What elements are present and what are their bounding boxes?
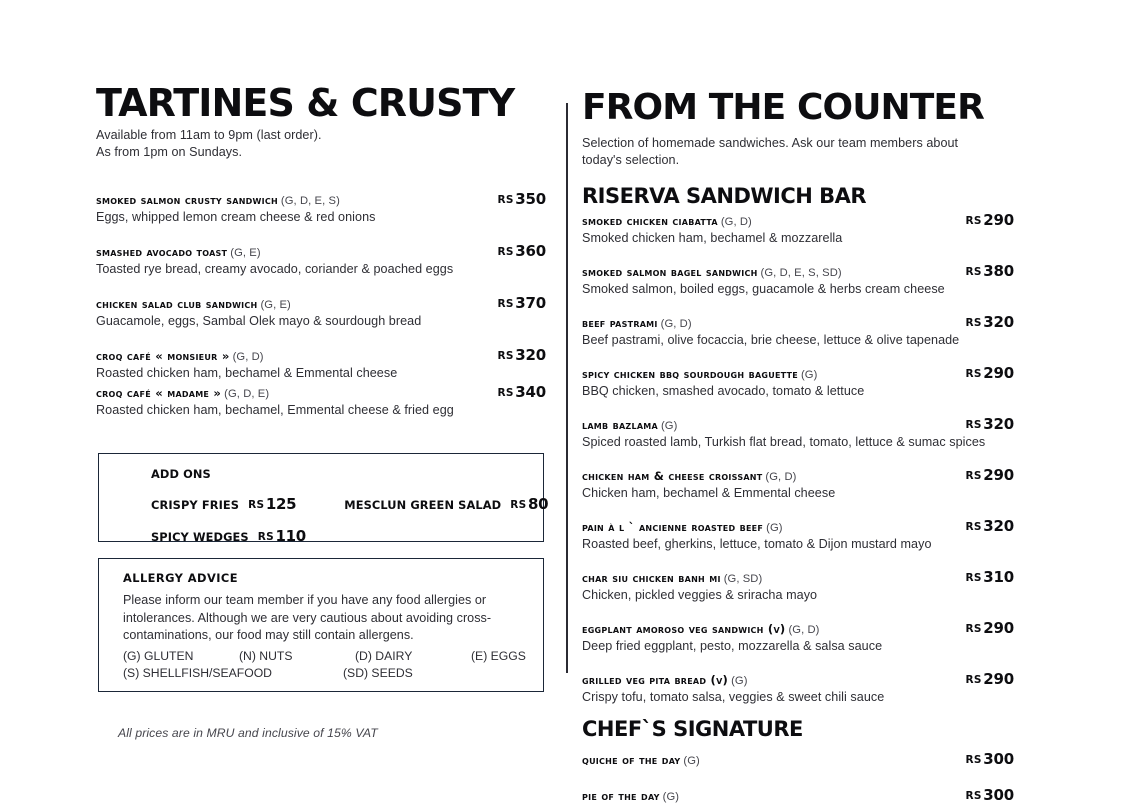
- add-on-item: [151, 495, 296, 513]
- item-price: RS 290: [965, 363, 1014, 382]
- menu-item-header: [96, 383, 546, 401]
- item-name: pain à l ` ancienne roasted beef (G): [582, 519, 783, 534]
- add-ons-rows: [151, 495, 549, 545]
- item-price: RS 380: [965, 261, 1014, 280]
- currency-label: RS: [965, 789, 982, 802]
- item-description: Smoked chicken ham, bechamel & mozzarella: [582, 230, 843, 245]
- menu-item-header: [96, 190, 546, 208]
- right-selection-note: [582, 135, 1014, 170]
- item-price: RS 320: [497, 345, 546, 364]
- allergy-advice-box: [98, 558, 544, 692]
- allergen-legend-entry: (N) NUTS: [239, 648, 293, 663]
- item-name: quiche of the day (G): [582, 752, 700, 767]
- item-description: Guacamole, eggs, Sambal Olek mayo & sourdough bread: [96, 313, 422, 328]
- currency-label: RS: [248, 499, 265, 511]
- menu-item: [582, 211, 1014, 246]
- menu-item-header: [582, 670, 1014, 688]
- item-name: croq café « monsieur » (G, D): [96, 348, 264, 363]
- menu-item: [582, 262, 1014, 297]
- item-description: Smoked salmon, boiled eggs, guacamole & herbs cream cheese: [582, 281, 945, 296]
- menu-item-header: [582, 466, 1014, 484]
- currency-label: RS: [497, 245, 514, 258]
- currency-label: RS: [965, 622, 982, 635]
- item-price: RS 290: [965, 210, 1014, 229]
- item-description: Roasted chicken ham, bechamel & Emmental cheese: [96, 365, 398, 380]
- item-price: RS 340: [497, 382, 546, 401]
- menu-item: [96, 346, 546, 381]
- item-price: RS 320: [965, 414, 1014, 433]
- menu-item-header: [582, 568, 1014, 586]
- item-description: Spiced roasted lamb, Turkish flat bread, tomato, lettuce & sumac spices: [582, 434, 986, 449]
- item-allergens: (G): [800, 368, 818, 381]
- currency-label: RS: [965, 469, 982, 482]
- item-allergens: (G): [662, 790, 680, 803]
- item-allergens: (G, D): [788, 623, 820, 636]
- menu-item: [582, 364, 1014, 399]
- menu-item: [96, 190, 546, 225]
- left-item-list: [96, 190, 546, 418]
- currency-label: RS: [497, 349, 514, 362]
- item-allergens: (G, D): [660, 317, 692, 330]
- currency-label: RS: [965, 265, 982, 278]
- currency-label: RS: [965, 367, 982, 380]
- allergy-advice-text: Please inform our team member if you have any food allergies or intolerances. Although we are very cautious about avoiding cross-contaminations, our food may still contain allergens.: [123, 593, 492, 642]
- item-name: smoked chicken ciabatta (G, D): [582, 213, 752, 228]
- currency-label: RS: [965, 418, 982, 431]
- add-on-item: [344, 495, 548, 513]
- menu-item-header: [582, 619, 1014, 637]
- item-allergens: (G, SD): [723, 572, 763, 585]
- item-price: RS 370: [497, 293, 546, 312]
- section-item-list: [582, 750, 1014, 804]
- page-title: TARTINES & CRUSTY: [96, 81, 515, 125]
- menu-item-header: [582, 262, 1014, 280]
- item-description: Deep fried eggplant, pesto, mozzarella & salsa sauce: [582, 638, 883, 653]
- currency-label: RS: [965, 673, 982, 686]
- item-price: RS 290: [965, 465, 1014, 484]
- item-price: RS 300: [965, 749, 1014, 768]
- item-name: lamb bazlama (G): [582, 417, 678, 432]
- menu-item-header: [96, 242, 546, 260]
- item-price: RS 360: [497, 241, 546, 260]
- currency-label: RS: [497, 193, 514, 206]
- item-name: char siu chicken banh mi (G, SD): [582, 570, 763, 585]
- add-on-price: RS 110: [257, 527, 306, 545]
- currency-label: RS: [965, 753, 982, 766]
- add-on-label: MESCLUN GREEN SALAD: [344, 498, 502, 512]
- item-description: Roasted beef, gherkins, lettuce, tomato & Dijon mustard mayo: [582, 536, 932, 551]
- add-ons-title: ADD ONS: [151, 467, 211, 481]
- menu-item: [582, 415, 1014, 450]
- currency-label: RS: [510, 499, 527, 511]
- item-description: Chicken, pickled veggies & sriracha mayo: [582, 587, 818, 602]
- menu-item: [582, 466, 1014, 501]
- add-on-label: CRISPY FRIES: [151, 498, 240, 512]
- item-name: chicken salad club sandwich (G, E): [96, 296, 291, 311]
- menu-item: [582, 313, 1014, 348]
- item-name: croq café « madame » (G, D, E): [96, 385, 270, 400]
- item-price: RS 320: [965, 312, 1014, 331]
- item-name: pie of the day (G): [582, 788, 680, 803]
- item-price: RS 290: [965, 669, 1014, 688]
- menu-item-header: [582, 211, 1014, 229]
- menu-item: [582, 619, 1014, 654]
- menu-item: [96, 294, 546, 329]
- item-description: Crispy tofu, tomato salsa, veggies & sweet chili sauce: [582, 689, 885, 704]
- item-description: BBQ chicken, smashed avocado, tomato & lettuce: [582, 383, 865, 398]
- item-name: beef pastrami (G, D): [582, 315, 692, 330]
- column-divider: [566, 103, 568, 673]
- menu-item-header: [582, 517, 1014, 535]
- item-price: RS 300: [965, 785, 1014, 804]
- right-column: [582, 87, 1014, 804]
- item-name: smoked salmon bagel sandwich (G, D, E, S, SD): [582, 264, 842, 279]
- menu-item-header: [582, 313, 1014, 331]
- menu-item: [582, 670, 1014, 705]
- item-price: RS 350: [497, 189, 546, 208]
- item-name: spicy chicken bbq sourdough baguette (G): [582, 366, 818, 381]
- menu-item: [582, 568, 1014, 603]
- section-heading: CHEF`S SIGNATURE: [582, 716, 803, 741]
- item-description: Roasted chicken ham, bechamel, Emmental cheese & fried egg: [96, 402, 454, 417]
- menu-item: [582, 750, 1014, 768]
- right-note-line: Selection of homemade sandwiches. Ask our team members about: [582, 135, 959, 150]
- item-allergens: (G): [766, 521, 783, 534]
- item-description: Beef pastrami, olive focaccia, brie cheese, lettuce & olive tapenade: [582, 332, 960, 347]
- allergen-legend-entry: (E) EGGS: [471, 648, 526, 663]
- left-note-line: Available from 11am to 9pm (last order).: [96, 127, 322, 142]
- add-on-price: RS 125: [248, 495, 297, 513]
- item-allergens: (G, D): [720, 215, 752, 228]
- price-footnote: All prices are in MRU and inclusive of 15% VAT: [118, 726, 378, 740]
- allergen-legend-row: [123, 665, 543, 682]
- item-name: chicken ham & cheese croissant (G, D): [582, 468, 797, 483]
- item-allergens: (G, D, E, S): [280, 194, 340, 207]
- item-allergens: (G): [731, 674, 748, 687]
- item-price: RS 290: [965, 618, 1014, 637]
- item-name: smoked salmon crusty sandwich (G, D, E, S): [96, 192, 340, 207]
- item-allergens: (G, E): [230, 246, 261, 259]
- add-ons-box: [98, 453, 549, 545]
- currency-label: RS: [965, 316, 982, 329]
- right-page-title: FROM THE COUNTER: [582, 87, 984, 128]
- currency-label: RS: [497, 297, 514, 310]
- item-allergens: (G, D, E, S, SD): [760, 266, 842, 279]
- add-on-row: [151, 495, 549, 513]
- allergen-legend: [123, 648, 543, 682]
- menu-item-header: [582, 786, 1014, 804]
- item-allergens: (G, D, E): [224, 387, 270, 400]
- item-description: Eggs, whipped lemon cream cheese & red onions: [96, 209, 376, 224]
- add-on-label: SPICY WEDGES: [151, 530, 249, 544]
- left-note-line: As from 1pm on Sundays.: [96, 145, 243, 160]
- menu-item: [582, 786, 1014, 804]
- add-on-item: [151, 527, 351, 545]
- item-name: smashed avocado toast (G, E): [96, 244, 261, 259]
- allergen-legend-entry: (G) GLUTEN: [123, 648, 194, 663]
- allergen-legend-entry: (SD) SEEDS: [343, 665, 413, 680]
- right-sections: [582, 184, 1014, 804]
- allergen-legend-entry: (S) SHELLFISH/SEAFOOD: [123, 665, 272, 680]
- left-availability-note: [96, 127, 546, 162]
- menu-item: [582, 517, 1014, 552]
- menu-item-header: [582, 364, 1014, 382]
- menu-item-header: [96, 346, 546, 364]
- item-allergens: (G, D): [765, 470, 797, 483]
- allergy-advice-title: ALLERGY ADVICE: [123, 571, 238, 585]
- currency-label: RS: [965, 571, 982, 584]
- item-allergens: (G): [660, 419, 678, 432]
- allergen-legend-row: [123, 648, 543, 665]
- item-name: eggplant amoroso veg sandwich (v) (G, D): [582, 621, 820, 636]
- allergen-legend-entry: (D) DAIRY: [355, 648, 413, 663]
- item-price: RS 310: [965, 567, 1014, 586]
- menu-item: [96, 383, 546, 418]
- item-description: Toasted rye bread, creamy avocado, coriander & poached eggs: [96, 261, 454, 276]
- menu-item-header: [582, 415, 1014, 433]
- item-description: Chicken ham, bechamel & Emmental cheese: [582, 485, 836, 500]
- left-column: [96, 81, 546, 418]
- currency-label: RS: [965, 520, 982, 533]
- menu-item-header: [582, 750, 1014, 768]
- currency-label: RS: [257, 531, 274, 543]
- currency-label: RS: [965, 214, 982, 227]
- item-allergens: (G): [683, 754, 700, 767]
- add-on-price: RS 80: [510, 495, 549, 513]
- right-note-line: today's selection.: [582, 153, 680, 168]
- add-on-row: [151, 527, 543, 545]
- item-name: grilled veg pita bread (v) (G): [582, 672, 748, 687]
- menu-item: [96, 242, 546, 277]
- currency-label: RS: [497, 386, 514, 399]
- item-allergens: (G, D): [232, 350, 264, 363]
- section-item-list: [582, 211, 1014, 705]
- section-heading: RISERVA SANDWICH BAR: [582, 183, 867, 208]
- item-price: RS 320: [965, 516, 1014, 535]
- item-allergens: (G, E): [260, 298, 291, 311]
- menu-item-header: [96, 294, 546, 312]
